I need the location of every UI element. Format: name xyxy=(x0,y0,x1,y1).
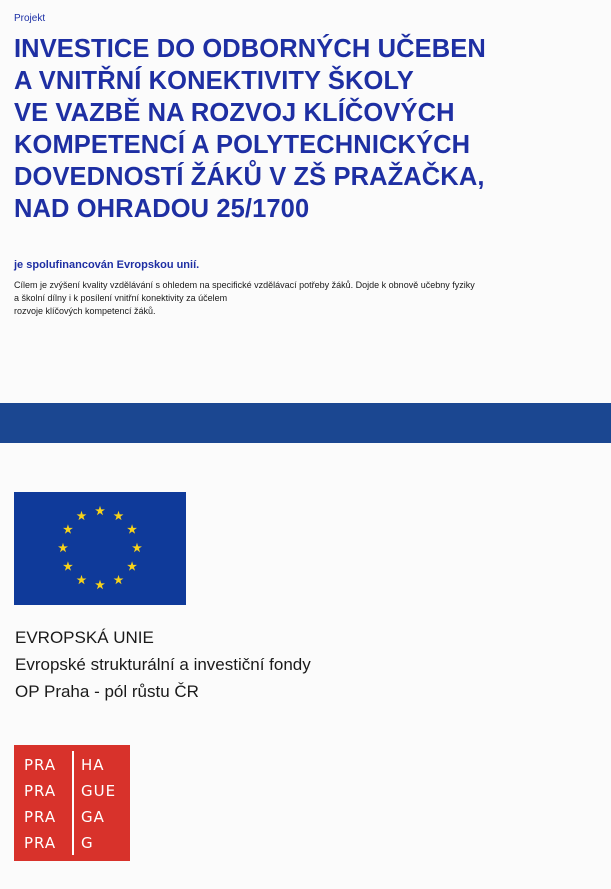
project-title xyxy=(14,33,604,225)
title-line: KOMPETENCÍ A POLYTECHNICKÝCH xyxy=(14,131,471,159)
prague-logo-prefix: PRA xyxy=(24,782,57,800)
eu-program-name: OP Praha - pól růstu ČR xyxy=(15,682,199,701)
project-description xyxy=(14,279,604,318)
eu-flag-graphic xyxy=(14,492,186,605)
title-line: INVESTICE DO ODBORNÝCH UČEBEN xyxy=(14,35,486,63)
eu-funding-text xyxy=(15,624,311,705)
prague-logo-suffix: GA xyxy=(81,808,105,826)
prague-logo-row xyxy=(14,803,130,832)
prague-logo-row xyxy=(14,777,130,806)
blue-divider-band xyxy=(0,403,611,443)
prague-logo-row xyxy=(14,829,130,858)
title-line: VE VAZBĚ NA ROZVOJ KLÍČOVÝCH xyxy=(14,99,455,127)
project-label: Projekt xyxy=(14,13,46,24)
prague-logo xyxy=(14,745,130,861)
eu-union-name: EVROPSKÁ UNIE xyxy=(15,628,154,647)
prague-logo-suffix: GUE xyxy=(81,782,117,800)
prague-logo-prefix: PRA xyxy=(24,756,57,774)
description-line: a školní dílny i k posílení vnitřní konektivity za účelem xyxy=(14,293,228,303)
eu-funds-name: Evropské strukturální a investiční fondy xyxy=(15,655,311,674)
title-line: A VNITŘNÍ KONEKTIVITY ŠKOLY xyxy=(14,67,414,95)
eu-flag-icon xyxy=(14,492,186,605)
cofinanced-statement: je spolufinancován Evropskou unií. xyxy=(14,259,200,271)
title-line: NAD OHRADOU 25/1700 xyxy=(14,195,310,223)
title-line: DOVEDNOSTÍ ŽÁKŮ V ZŠ PRAŽAČKA, xyxy=(14,163,485,191)
description-line: rozvoje klíčových kompetencí žáků. xyxy=(14,306,156,316)
prague-logo-suffix: G xyxy=(81,834,94,852)
description-line: Cílem je zvýšení kvality vzdělávání s ohledem na specifické vzdělávací potřeby žáků. Dojde k obnově učebny fyziky xyxy=(14,280,475,290)
prague-logo-prefix: PRA xyxy=(24,834,57,852)
prague-logo-row xyxy=(14,751,130,780)
prague-logo-suffix: HA xyxy=(81,756,105,774)
prague-logo-prefix: PRA xyxy=(24,808,57,826)
